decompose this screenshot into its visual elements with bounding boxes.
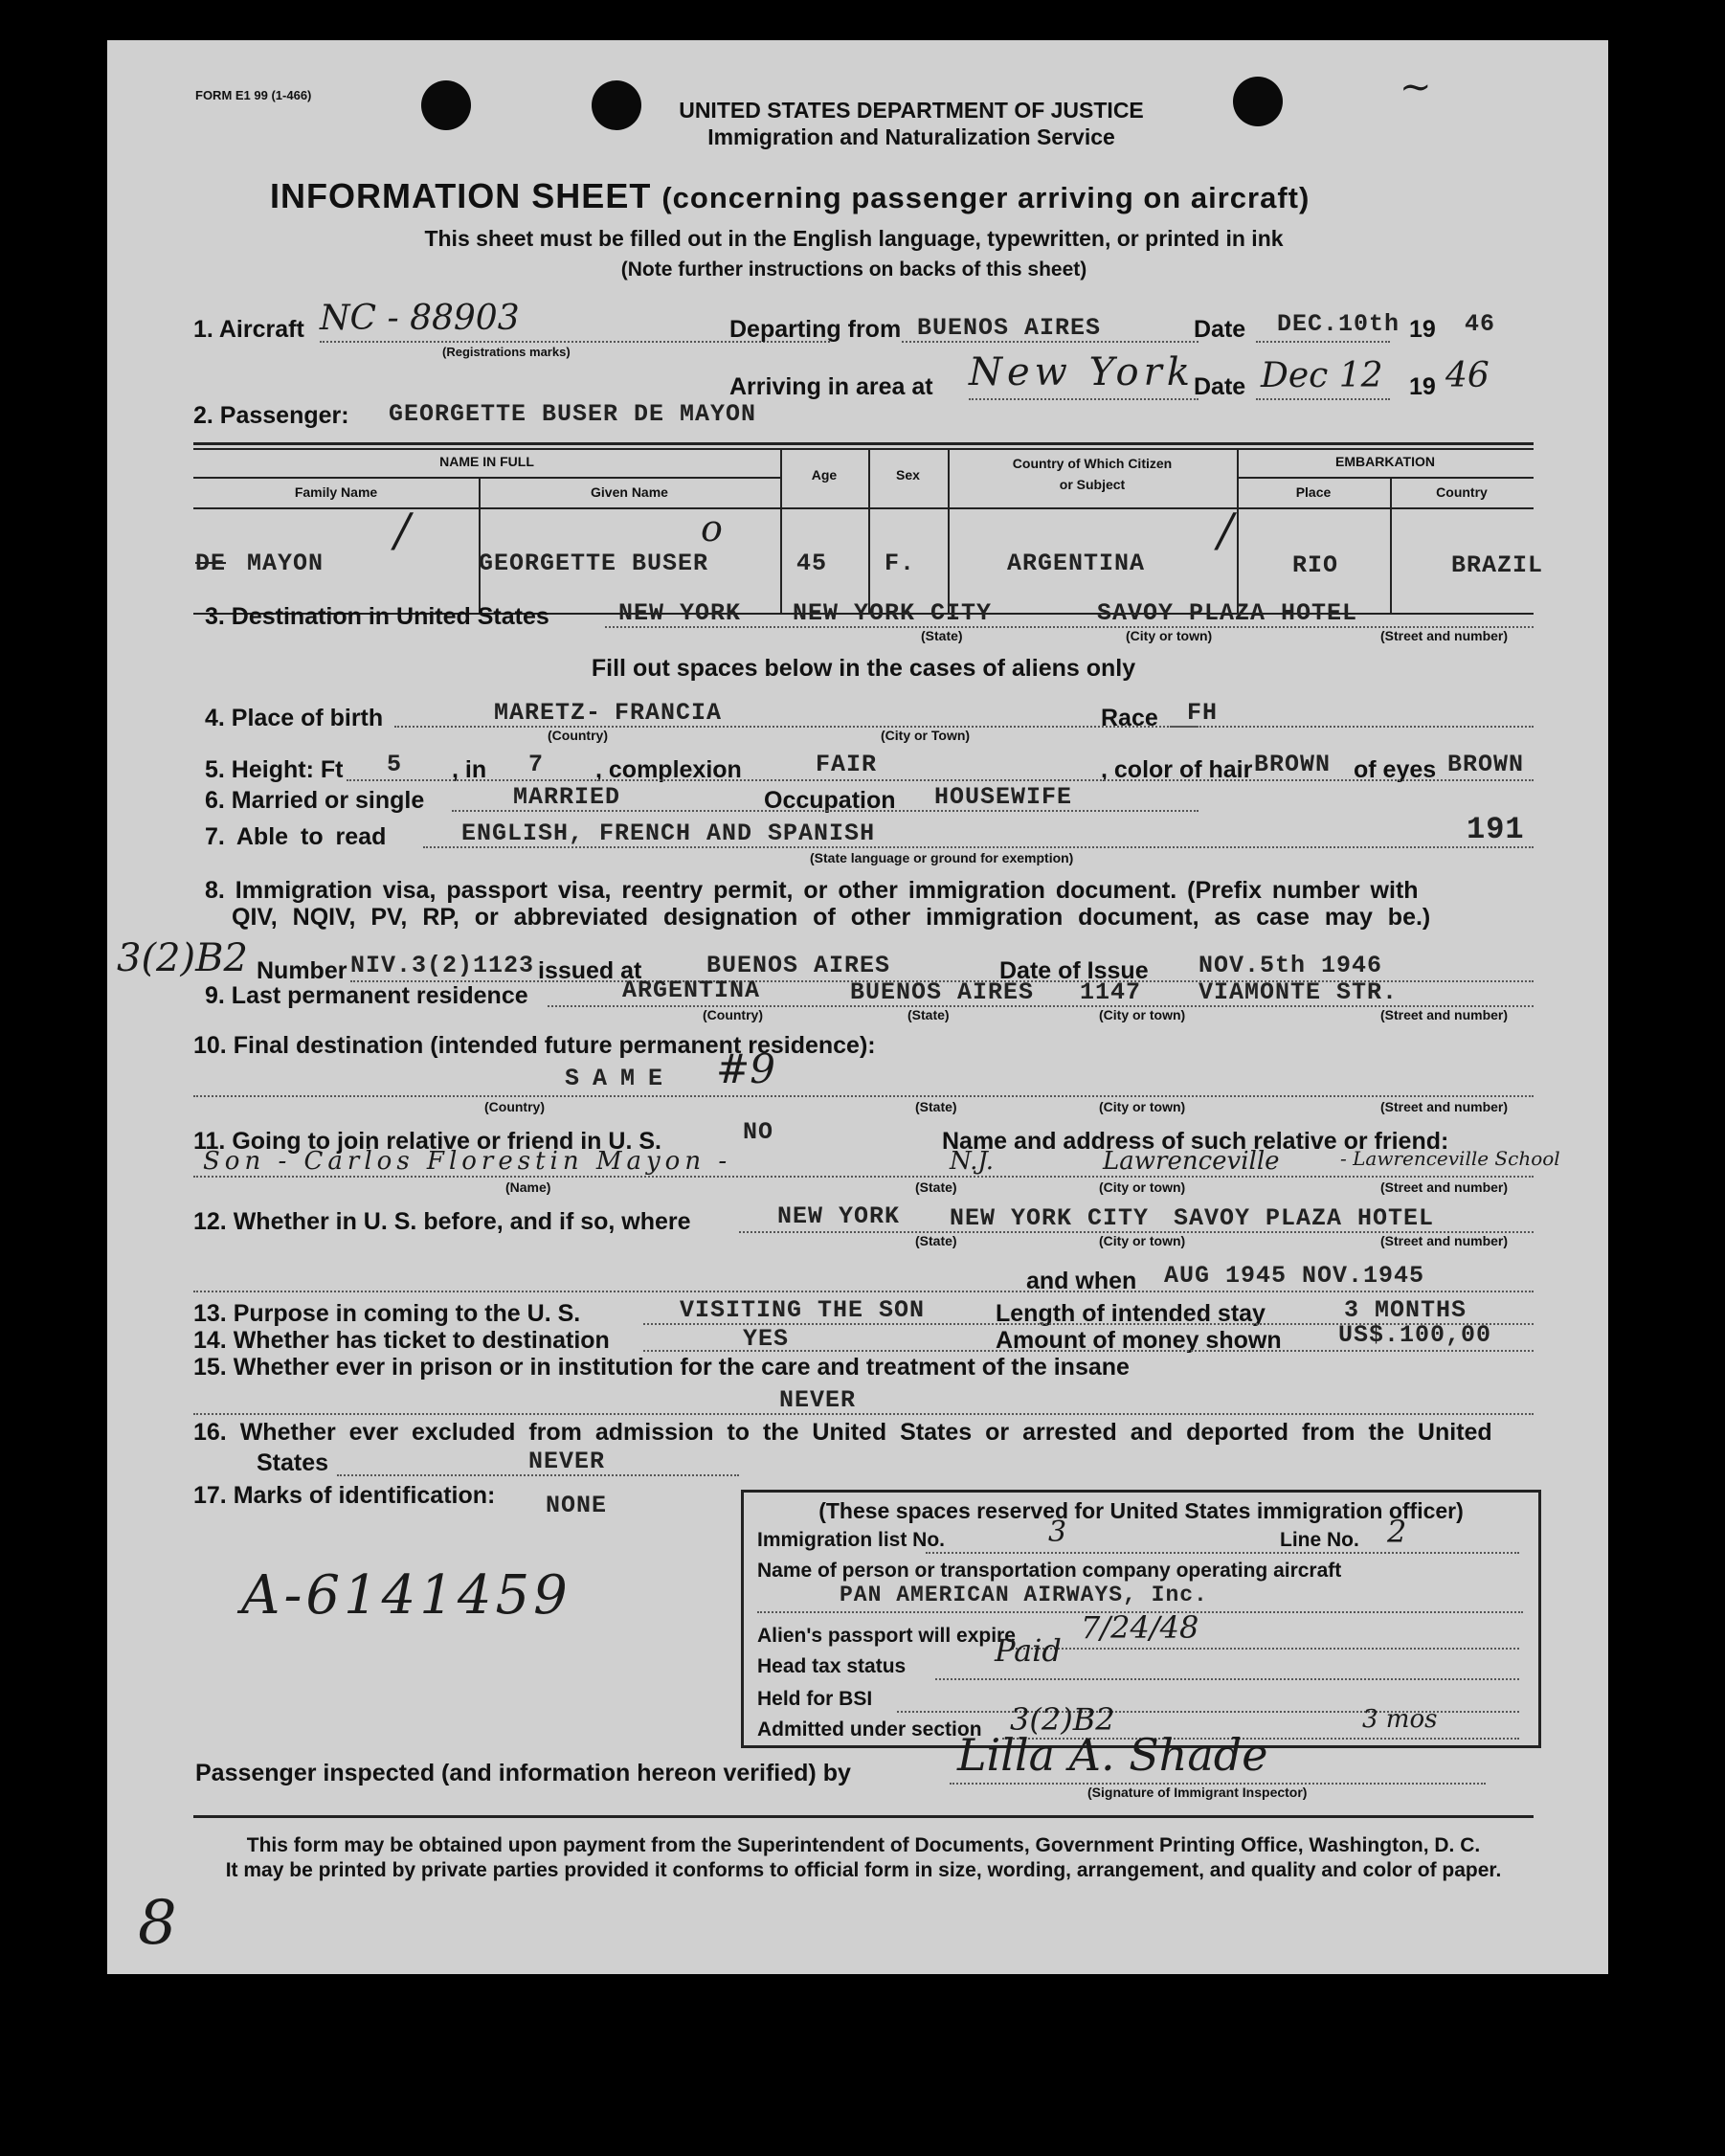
inspector-signature: Lilla A. Shade xyxy=(957,1729,1268,1781)
before-cap-state: (State) xyxy=(915,1233,957,1248)
officer-passport-value: 7/24/48 xyxy=(1081,1609,1199,1646)
passenger-label: 2. Passenger: xyxy=(193,402,349,429)
hair-label: , color of hair xyxy=(1101,756,1253,783)
slash-mark-1: / xyxy=(394,504,411,557)
passenger-value: GEORGETTE BUSER DE MAYON xyxy=(389,400,757,428)
race-value: FH xyxy=(1187,699,1219,727)
page-title xyxy=(270,176,1310,216)
residence-country: ARGENTINA xyxy=(622,977,761,1004)
visa-issued-label: issued at xyxy=(538,957,642,984)
family-name-struck: DE xyxy=(195,550,227,577)
circle-mark: o xyxy=(701,507,723,550)
before-city: NEW YORK CITY xyxy=(950,1204,1150,1232)
footer-line-1: This form may be obtained upon payment from the Superintendent of Documents, Government Printing Office, Washington, D. C. xyxy=(246,1834,1481,1856)
residence-street: VIAMONTE STR. xyxy=(1199,978,1399,1006)
arriving-value: New York xyxy=(969,350,1195,394)
officer-heading: (These spaces reserved for United States immigration officer) xyxy=(818,1498,1464,1523)
embark-place: RIO xyxy=(1292,551,1339,579)
residence-city: 1147 xyxy=(1080,978,1142,1006)
citizen-value: ARGENTINA xyxy=(1007,550,1146,577)
header-family: Family Name xyxy=(294,484,378,500)
relative-hand-street: - Lawrenceville School xyxy=(1340,1147,1560,1170)
family-name: MAYON xyxy=(247,550,325,577)
header-country1: Country of Which Citizen xyxy=(1012,456,1173,471)
birth-cap-city: (City or Town) xyxy=(881,728,971,743)
officer-tax-label: Head tax status xyxy=(757,1655,907,1677)
date2-label: Date xyxy=(1194,373,1246,400)
destination-cap-street: (Street and number) xyxy=(1380,628,1509,643)
aircraft-label: 1. Aircraft xyxy=(193,316,304,343)
header-name-full: NAME IN FULL xyxy=(439,454,534,469)
residence-label: 9. Last permanent residence xyxy=(205,982,528,1009)
visa-issued-value: BUENOS AIRES xyxy=(706,952,891,979)
excluded-line-2: States xyxy=(257,1449,329,1476)
height-ft: 5 xyxy=(387,751,403,778)
complexion-value: FAIR xyxy=(816,751,878,778)
officer-list-label: Immigration list No. xyxy=(757,1529,946,1551)
before-cap-street: (Street and number) xyxy=(1380,1233,1509,1248)
officer-passport-label: Alien's passport will expire xyxy=(757,1625,1016,1647)
destination-cap-state: (State) xyxy=(921,628,963,643)
relative-cap-city: (City or town) xyxy=(1099,1179,1186,1195)
aircraft-value: NC - 88903 xyxy=(320,299,520,338)
final-label: 10. Final destination (intended future permanent residence): xyxy=(193,1032,876,1059)
header-given: Given Name xyxy=(591,484,668,500)
officer-section-extra: 3 mos xyxy=(1362,1705,1438,1734)
given-name: GEORGETTE BUSER xyxy=(479,550,709,577)
year2-value: 46 xyxy=(1445,356,1490,395)
destination-label: 3. Destination in United States xyxy=(205,603,549,630)
visa-line-1: 8. Immigration visa, passport visa, reentry permit, or other immigration document. (Prefix number with xyxy=(205,877,1419,904)
married-label: 6. Married or single xyxy=(205,787,425,814)
read-label: 7. Able to read xyxy=(205,823,387,850)
header-place: Place xyxy=(1295,484,1332,500)
purpose-label: 13. Purpose in coming to the U. S. xyxy=(193,1300,581,1327)
marks-value: NONE xyxy=(546,1492,608,1519)
header-embark: EMBARKATION xyxy=(1335,454,1435,469)
header-country: Country xyxy=(1436,484,1488,500)
stay-value: 3 MONTHS xyxy=(1344,1296,1467,1324)
officer-line-label: Line No. xyxy=(1280,1529,1359,1551)
occupation-value: HOUSEWIFE xyxy=(934,783,1073,811)
before-cap-city: (City or town) xyxy=(1099,1233,1186,1248)
prison-value: NEVER xyxy=(779,1386,857,1414)
destination-city: NEW YORK CITY xyxy=(793,599,993,627)
read-caption: (State language or ground for exemption) xyxy=(810,850,1074,865)
officer-list-value: 3 xyxy=(1048,1516,1067,1549)
height-label: 5. Height: Ft xyxy=(205,756,344,783)
residence-cap-country: (Country) xyxy=(703,1007,763,1022)
money-label: Amount of money shown xyxy=(996,1327,1282,1354)
officer-line-value: 2 xyxy=(1387,1514,1407,1550)
relative-cap-name: (Name) xyxy=(505,1179,551,1195)
hair-value: BROWN xyxy=(1254,751,1332,778)
complexion-label: , complexion xyxy=(595,756,742,783)
birth-cap-country: (Country) xyxy=(548,728,608,743)
residence-state: BUENOS AIRES xyxy=(850,978,1035,1006)
relative-hand-city: Lawrenceville xyxy=(1103,1147,1280,1176)
final-cap-country: (Country) xyxy=(484,1099,545,1114)
reg-caption: (Registrations marks) xyxy=(442,345,571,359)
money-value: US$.100,00 xyxy=(1338,1321,1492,1349)
residence-cap-state: (State) xyxy=(907,1007,950,1022)
header-country2: or Subject xyxy=(1059,477,1126,492)
officer-bsi-label: Held for BSI xyxy=(757,1688,873,1710)
title-sub: (concerning passenger arriving on aircraft) xyxy=(661,181,1311,214)
ticket-value: YES xyxy=(743,1325,790,1353)
instruction-line-2: (Note further instructions on backs of this sheet) xyxy=(620,258,1087,281)
eyes-value: BROWN xyxy=(1447,751,1525,778)
birth-label: 4. Place of birth xyxy=(205,705,384,731)
date-value: DEC.10th xyxy=(1277,310,1400,338)
prison-label: 15. Whether ever in prison or in institution for the care and treatment of the insane xyxy=(193,1354,1130,1381)
relative-cap-state: (State) xyxy=(915,1179,957,1195)
read-code: 191 xyxy=(1467,812,1525,847)
final-hand: #9 xyxy=(716,1045,775,1092)
officer-section-value: 3(2)B2 xyxy=(1010,1701,1115,1738)
birth-city: MARETZ- xyxy=(494,699,602,727)
final-cap-city: (City or town) xyxy=(1099,1099,1186,1114)
relative-cap-street: (Street and number) xyxy=(1380,1179,1509,1195)
departing-label: Departing from xyxy=(729,316,902,343)
purpose-value: VISITING THE SON xyxy=(680,1296,926,1324)
residence-cap-street: (Street and number) xyxy=(1380,1007,1509,1022)
occupation-label: Occupation xyxy=(764,787,896,814)
inspected-label: Passenger inspected (and information hereon verified) by xyxy=(195,1760,851,1786)
marks-label: 17. Marks of identification: xyxy=(193,1482,496,1509)
date2-value: Dec 12 xyxy=(1261,356,1383,395)
title-main: INFORMATION SHEET xyxy=(270,176,652,215)
final-cap-street: (Street and number) xyxy=(1380,1099,1509,1114)
final-value: SAME xyxy=(565,1065,677,1092)
footer-line-2: It may be printed by private parties provided it conforms to official form in size, wording, arrangement, and quality and color of paper. xyxy=(225,1859,1502,1881)
relative-name-label: Name and address of such relative or friend: xyxy=(942,1128,1449,1155)
visa-doi-label: Date of Issue xyxy=(999,957,1149,984)
race-label: Race xyxy=(1101,705,1158,731)
visa-number-value: NIV.3(2)1123 xyxy=(350,952,535,979)
residence-cap-city: (City or town) xyxy=(1099,1007,1186,1022)
visa-line-2: QIV, NQIV, PV, RP, or abbreviated designation of other immigration document, as case may be.) xyxy=(232,904,1431,931)
final-cap-state: (State) xyxy=(915,1099,957,1114)
officer-section-label: Admitted under section xyxy=(757,1718,982,1741)
officer-company-value: PAN AMERICAN AIRWAYS, Inc. xyxy=(840,1583,1208,1607)
relative-hand-name: Son - Carlos Florestin Mayon - xyxy=(203,1147,732,1176)
stay-label: Length of intended stay xyxy=(996,1300,1266,1327)
punch-hole-right xyxy=(1233,77,1283,126)
officer-box xyxy=(741,1490,1541,1748)
year-value: 46 xyxy=(1465,310,1496,338)
service-name: Immigration and Naturalization Service xyxy=(707,124,1115,149)
married-value: MARRIED xyxy=(513,783,621,811)
officer-company-label: Name of person or transportation company operating aircraft xyxy=(757,1560,1342,1582)
check-mark: ~ xyxy=(1400,65,1432,109)
department-name: UNITED STATES DEPARTMENT OF JUSTICE xyxy=(679,98,1144,123)
before-state: NEW YORK xyxy=(777,1202,901,1230)
alien-number: A-6141459 xyxy=(241,1564,571,1627)
before-when-label: and when xyxy=(1026,1268,1137,1294)
before-street: SAVOY PLAZA HOTEL xyxy=(1174,1204,1435,1232)
year-prefix: 19 xyxy=(1409,316,1436,343)
arriving-label: Arriving in area at xyxy=(729,373,933,400)
header-sex: Sex xyxy=(896,467,920,483)
punch-hole-left xyxy=(421,80,471,130)
year2-prefix: 19 xyxy=(1409,373,1436,400)
officer-tax-value: Paid xyxy=(995,1632,1062,1669)
relative-label: 11. Going to join relative or friend in U. S. xyxy=(193,1128,661,1155)
form-number: FORM E1 99 (1-466) xyxy=(195,88,312,102)
relative-value: NO xyxy=(743,1118,774,1146)
form-sheet xyxy=(107,40,1608,1974)
ticket-label: 14. Whether has ticket to destination xyxy=(193,1327,610,1354)
excluded-line-1: 16. Whether ever excluded from admission to the United States or arrested and deported from the United xyxy=(193,1419,1492,1446)
departing-value: BUENOS AIRES xyxy=(917,314,1102,342)
instruction-line-1: This sheet must be filled out in the English language, typewritten, or printed in ink xyxy=(424,226,1284,251)
age-value: 45 xyxy=(796,550,828,577)
slash-mark-2: / xyxy=(1218,504,1234,557)
destination-cap-city: (City or town) xyxy=(1126,628,1213,643)
visa-number-label: Number xyxy=(257,957,347,984)
header-age: Age xyxy=(811,467,838,483)
destination-state: NEW YORK xyxy=(618,599,742,627)
date-label: Date xyxy=(1194,316,1246,343)
relative-hand-state: N.J. xyxy=(950,1147,995,1176)
embark-country: BRAZIL xyxy=(1451,551,1544,579)
height-in-label: , in xyxy=(452,756,487,783)
page-mark: 8 xyxy=(138,1888,177,1959)
before-when-value: AUG 1945 NOV.1945 xyxy=(1164,1262,1425,1290)
birth-country: FRANCIA xyxy=(615,699,723,727)
excluded-value: NEVER xyxy=(528,1448,606,1475)
aliens-heading: Fill out spaces below in the cases of aliens only xyxy=(591,655,1136,682)
destination-street: SAVOY PLAZA HOTEL xyxy=(1097,599,1358,627)
before-label: 12. Whether in U. S. before, and if so, where xyxy=(193,1208,691,1235)
eyes-label: of eyes xyxy=(1354,756,1437,783)
inspector-caption: (Signature of Immigrant Inspector) xyxy=(1087,1785,1308,1800)
visa-doi-value: NOV.5th 1946 xyxy=(1199,952,1383,979)
read-value: ENGLISH, FRENCH AND SPANISH xyxy=(461,820,876,847)
height-in: 7 xyxy=(528,751,545,778)
visa-margin-note: 3(2)B2 xyxy=(117,936,248,980)
sex-value: F. xyxy=(885,550,916,577)
